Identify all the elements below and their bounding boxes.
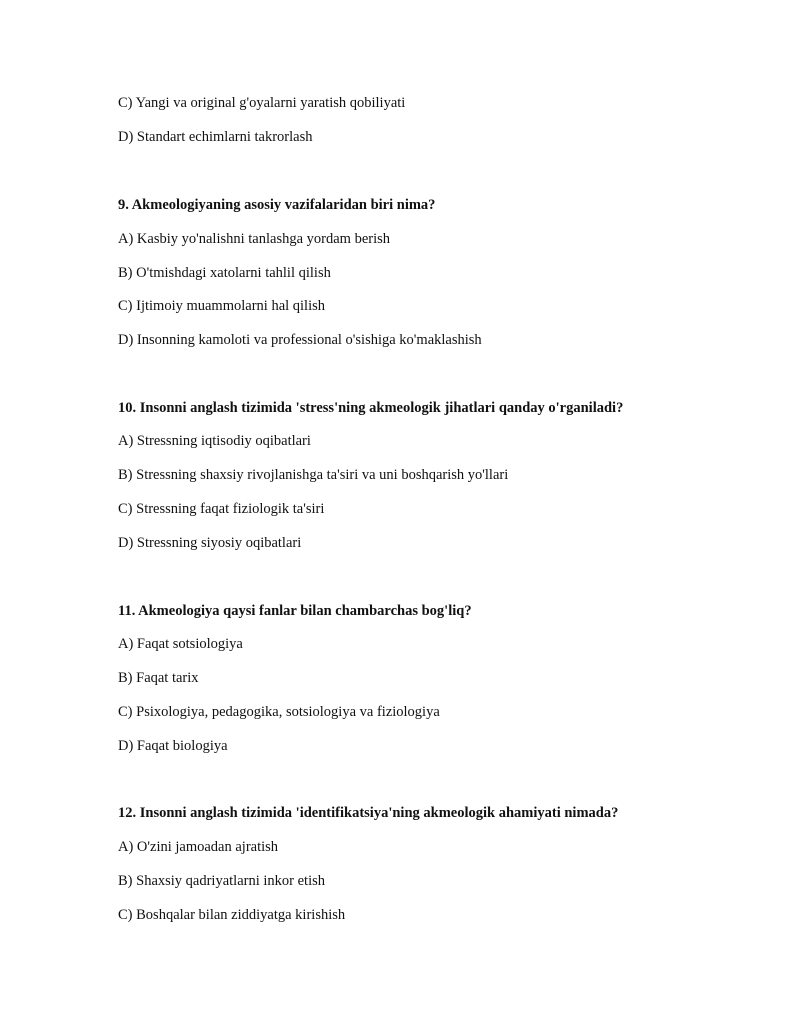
answer-option: A) Kasbiy yo'nalishni tanlashga yordam berish — [118, 231, 391, 247]
answer-option: D) Faqat biologiya — [118, 738, 228, 754]
answer-option: B) Faqat tarix — [118, 670, 199, 686]
answer-option: A) O'zini jamoadan ajratish — [118, 839, 279, 855]
question-heading: 10. Insonni anglash tizimida 'stress'ning akmeologik jihatlari qanday o'rganiladi? — [118, 400, 624, 416]
answer-option: D) Standart echimlarni takrorlash — [118, 129, 313, 145]
answer-option: C) Stressning faqat fiziologik ta'siri — [118, 501, 325, 517]
answer-option: A) Faqat sotsiologiya — [118, 636, 243, 652]
answer-option: C) Boshqalar bilan ziddiyatga kirishish — [118, 907, 346, 923]
answer-option: D) Stressning siyosiy oqibatlari — [118, 535, 302, 551]
answer-option: C) Psixologiya, pedagogika, sotsiologiya va fiziologiya — [118, 704, 440, 720]
answer-option: A) Stressning iqtisodiy oqibatlari — [118, 433, 311, 449]
answer-option: B) Stressning shaxsiy rivojlanishga ta'siri va uni boshqarish yo'llari — [118, 467, 509, 483]
answer-option: B) Shaxsiy qadriyatlarni inkor etish — [118, 873, 325, 889]
answer-option: C) Yangi va original g'oyalarni yaratish qobiliyati — [118, 95, 406, 111]
answer-option: C) Ijtimoiy muammolarni hal qilish — [118, 298, 326, 314]
question-heading: 11. Akmeologiya qaysi fanlar bilan chambarchas bog'liq? — [118, 603, 472, 619]
answer-option: D) Insonning kamoloti va professional o'sishiga ko'maklashish — [118, 332, 482, 348]
question-heading: 9. Akmeologiyaning asosiy vazifalaridan biri nima? — [118, 197, 436, 213]
answer-option: B) O'tmishdagi xatolarni tahlil qilish — [118, 265, 331, 281]
question-heading: 12. Insonni anglash tizimida 'identifikatsiya'ning akmeologik ahamiyati nimada? — [118, 805, 619, 821]
